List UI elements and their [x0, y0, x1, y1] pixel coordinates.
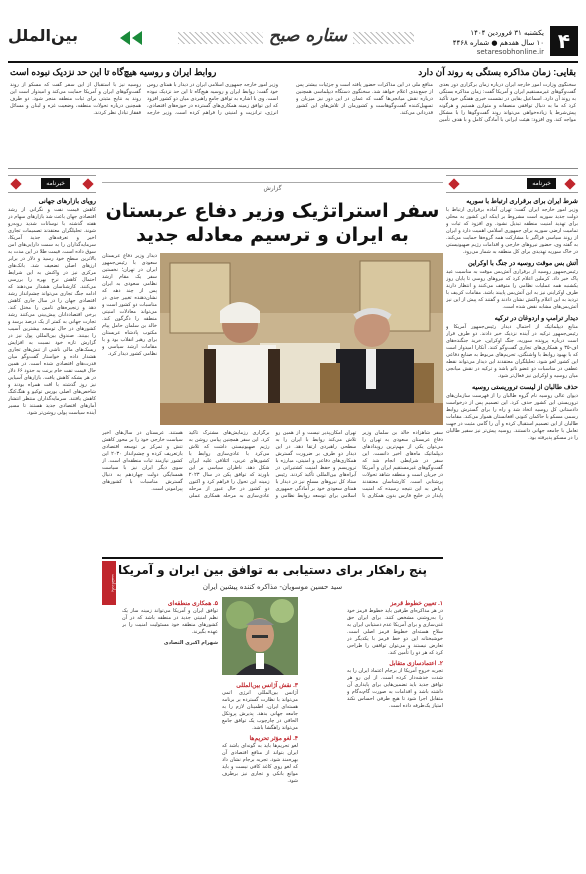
double-chevron-icon: [120, 31, 146, 45]
diamond-icon: [448, 178, 459, 189]
main-article: [102, 175, 443, 864]
newspaper-logo: ستاره صبح: [233, 26, 383, 48]
opinion-column-middle: [222, 679, 298, 864]
report-tag: گزارش: [102, 175, 443, 189]
opinion-text: توافق ایران و آمریکا می‌تواند زمینه ساز یک نظم امنیتی جدید در منطقه باشد که در آن کشورهای منطقه خود مسئولیت امنیت را بر عهده بگیرند.: [122, 608, 218, 635]
news-title: دیدار ترامپ و اردوغان در ترکیه: [494, 315, 578, 322]
issue-meta: [394, 28, 544, 48]
opinion-column-right: [347, 597, 443, 864]
main-article-text: سفر شاهزاده خالد بن سلمان وزیر دفاع عربستان سعودی به تهران را می‌توان یکی از مهم‌ترین رویدادهای دیپلماتیک ماه‌های اخیر دانست. این سفر در شرایطی انجام شد که گفت‌وگوهای غیرمستقیم ایران و آمریکا در جریان است و منطقه شاهد تحولات پرشتابی است. کارشناسان معتقدند ریاض به این نتیجه رسیده که امنیت پایدار در خلیج فارس بدون همکاری با تهران امکان‌پذیر نیست و از همین رو تلاش می‌کند روابط با ایران را به سطحی راهبردی ارتقا دهد. در این دیدار دو طرف بر ضرورت گسترش همکاری‌های دفاعی و امنیتی، مبارزه با تروریسم و حفظ امنیت کشتیرانی در آبراه‌های بین‌المللی تأکید کردند. رئیس ستاد کل نیروهای مسلح نیز در دیدار با همتای سعودی خود بر آمادگی جمهوری اسلامی برای توسعه روابط نظامی و برگزاری رزمایش‌های مشترک تأکید کرد. این سفر همچنین پیامی روشن به رژیم صهیونیستی داشت که تلاش می‌کرد با عادی‌سازی روابط با کشورهای عربی، ائتلافی علیه ایران شکل دهد. ناظران سیاسی بر این باورند که توافق پکن در سال ۲۰۲۳ زمینه این تحول را فراهم کرد و اکنون دو کشور در حال عبور از مرحله عادی‌سازی به مرحله همکاری عملی هستند. عربستان در سال‌های اخیر سیاست خارجی خود را بر محور کاهش تنش و تمرکز بر توسعه اقتصادی بازتعریف کرده و چشم‌انداز ۲۰۳۰ این کشور نیازمند ثبات منطقه‌ای است. از سوی دیگر ایران نیز با سیاست همسایگی دولت چهاردهم به دنبال گسترش مناسبات با کشورهای پیرامونی است.: [102, 430, 443, 499]
diamond-icon: [10, 178, 21, 189]
section-title: بین‌الملل: [8, 26, 78, 45]
news-title: آتش بس موقت روسیه در جنگ با اوکراین: [468, 260, 578, 267]
opinion-subhead: ۴. لغو مؤثر تحریم‌ها: [249, 736, 298, 742]
top-left-headline: روابط ایران و روسیه هیچ‌گاه تا این حد نزدیک نبوده است: [10, 67, 217, 77]
issue-date: یکشنبه ۳۱ فروردین ۱۴۰۴: [470, 29, 544, 37]
news-text: وزیر امور خارجه ایران گفت: تهران آماده برقراری ارتباط با دولت جدید سوریه است مشروط بر اینکه این کشور به محلی برای تهدید امنیت منطقه تبدیل نشود. وی افزود که ثبات و تمامیت ارضی سوریه برای جمهوری اسلامی اهمیت دارد و ایران از روند سیاسی فراگیر با مشارکت همه گروه‌ها حمایت می‌کند. به گفته وی، حضور نیروهای خارجی و اقدامات رژیم صهیونیستی در خاک سوریه تهدیدی برای کل منطقه به شمار می‌رود.: [446, 207, 578, 255]
opinion-text: در هر مذاکره‌ای طرفین باید خطوط قرمز خود را به‌روشنی مشخص کنند. برای ایران حق غنی‌سازی و برای آمریکا عدم دستیابی ایران به سلاح هسته‌ای خطوط قرمز اصلی است. خوشبختانه این دو خط قرمز با یکدیگر در تعارض نیستند و می‌توان توافقی را طراحی کرد که هر دو را تأمین کند.: [347, 608, 443, 656]
left-news-column: [8, 175, 96, 864]
header-rule: [8, 61, 578, 63]
strip-divider: [8, 168, 578, 169]
opinion-subhead: ۳. نقش آژانس بین‌المللی: [236, 683, 298, 689]
opinion-subhead: ۵. همکاری منطقه‌ای: [167, 601, 218, 607]
left-column-tag: خبرنامه: [8, 175, 96, 193]
right-news-column: [446, 175, 578, 864]
main-headline: سفر استراتژیک وزیر دفاع عربستان به ایران و ترسیم معادله جدید: [105, 200, 440, 246]
opinion-text: لغو تحریم‌ها باید به گونه‌ای باشد که ایران بتواند از منافع اقتصادی آن بهره‌مند شود. تجربه برجام نشان داد که لغو روی کاغذ کافی نیست و باید موانع بانکی و تجاری نیز برطرف شود.: [222, 743, 298, 784]
opinion-section: [102, 557, 443, 864]
article-photo: [160, 253, 443, 425]
opinion-byline: سید حسین موسویان- مذاکره کننده پیشین ایران: [202, 583, 343, 591]
top-right-headline: بقایی: زمان مذاکره بستگی به روند آن دارد: [418, 67, 576, 77]
photo-caption: دیدار وزیر دفاع عربستان سعودی با رئیس‌جمهور ایران در تهران؛ نخستین سفر یک مقام ارشد نظامی سعودی به ایران پس از چند دهه که نشان‌دهنده تغییر جدی در مناسبات دو کشور است و می‌تواند معادلات امنیتی منطقه را دگرگون کند. خالد بن سلمان حامل پیام مکتوب پادشاه عربستان برای رهبر انقلاب بود و با مقامات ارشد سیاسی و نظامی کشور دیدار کرد.: [102, 253, 157, 357]
page-number: ۴: [550, 26, 578, 56]
news-text: منابع دیپلماتیک از احتمال دیدار رئیس‌جمهور آمریکا و رئیس‌جمهور ترکیه در آینده نزدیک خبر دادند. دو طرف قرار است درباره پرونده سوریه، جنگ اوکراین، خرید جنگنده‌های اف-۳۵ و همکاری‌های تجاری گفت‌وگو کنند. آنکارا امیدوار است که با بهبود روابط با واشنگتن، تحریم‌های مربوط به صنایع دفاعی این کشور لغو شود. تحلیلگران معتقدند این دیدار می‌تواند نقطه عطفی در مناسبات دو عضو ناتو باشد و ترکیه در نقش میانجی میان روسیه و اوکراین نیز فعال‌تر شود.: [446, 324, 578, 379]
news-title: شرط ایران برای برقراری ارتباط با سوریه: [466, 198, 578, 205]
opinion-headline: پنج راهکار برای دستیابی به توافق بین ایران و آمریکا: [117, 563, 428, 577]
opinion-subhead: ۱. تعیین خطوط قرمز: [390, 601, 443, 607]
news-text: رئیس‌جمهور روسیه از برقراری آتش‌بس موقت به مناسبت عید پاک خبر داد. کرملین اعلام کرد که نیروهای روسی تا پایان روز یکشنبه همه عملیات نظامی را متوقف می‌کنند و انتظار دارند طرف اوکراینی نیز به این آتش‌بس پایبند باشد. مقامات کی‌یف با تردید به این اعلام واکنش نشان دادند و گفتند که پیش از این نیز آتش‌بس‌های مشابه نقض شده است.: [446, 269, 578, 310]
opinion-text: تجربه خروج آمریکا از برجام اعتماد ایران را به شدت خدشه‌دار کرده است. از این رو هر توافق جدید باید تضمین‌هایی برای پایداری آن داشته باشد و اقدامات به صورت گام‌به‌گام و متقابل اجرا شود تا هیچ طرفی احساس نکند امتیاز یک‌طرفه داده است.: [347, 668, 443, 709]
news-text: دیوان عالی روسیه نام گروه طالبان را از فهرست سازمان‌های تروریستی این کشور حذف کرد. این تصمیم پس از درخواست دادستانی کل روسیه اتخاذ شد و راه را برای گسترش روابط رسمی مسکو با حاکمان کنونی افغانستان هموار می‌کند. مقامات طالبان از این تصمیم استقبال کرده و آن را گامی مثبت در جهت تعامل با جامعه جهانی دانستند. روسیه پیش‌تر نیز سفیر طالبان را در مسکو پذیرفته بود.: [446, 393, 578, 441]
opinion-tag: یادداشت: [102, 561, 116, 605]
page-header: [8, 26, 578, 60]
author-photo: [222, 597, 298, 675]
top-right-text: سخنگوی وزارت امور خارجه ایران درباره زمان برگزاری دور بعدی گفت‌وگوهای غیرمستقیم ایران و آمریکا گفت: زمان مذاکره بستگی به روند آن دارد. اسماعیل بقایی در نشست خبری هفتگی خود تأکید کرد که ما به دنبال توافقی منصفانه و متوازن هستیم و هرگونه پیش‌شرط یا زیاده‌خواهی می‌تواند روند گفت‌وگوها را با مشکل مواجه کند. وی افزود: هیئت ایرانی با آمادگی کامل و با هدف تأمین منافع ملی در این مذاکرات حضور یافته است و جزئیات بیشتر پس از جمع‌بندی اعلام خواهد شد. سخنگوی دستگاه دیپلماسی همچنین درباره نقش میانجی‌ها گفت که عمان در این دور نیز میزبان و تسهیل‌کننده گفت‌وگوهاست و کشورمان از تلاش‌های این کشور قدردانی می‌کند.: [296, 82, 576, 123]
issue-number: ۱۰ سال هفدهم ● شماره ۴۴۶۸: [452, 39, 544, 47]
opinion-subhead: ۲. اعتمادسازی متقابل: [389, 661, 443, 667]
news-text: کاهش قیمت نفت و نگرانی از رشد اقتصادی جهان باعث شد بازارهای سهام در هفته گذشته با نوسانات شدید روبه‌رو شوند. تحلیلگران معتقدند تصمیمات تجاری اخیر و تعرفه‌های جدید آمریکا، سرمایه‌گذاران را به سمت دارایی‌های امن سوق داده است. قیمت طلا در این مدت به بالاترین سطح خود رسید و دلار در برابر ارزهای اصلی تضعیف شد. بانک‌های مرکزی نیز در واکنش به این شرایط احتمال کاهش نرخ بهره را بررسی می‌کنند. کارشناسان هشدار می‌دهند که ادامه جنگ تجاری می‌تواند چشم‌انداز رشد اقتصادی جهان را در سال جاری کاهش دهد و زنجیره‌های تامین را مختل کند. برخی اقتصاددانان پیش‌بینی می‌کنند رشد تجارت جهانی به کمتر از یک درصد برسد و کشورهای در حال توسعه بیشترین آسیب را ببینند. صندوق بین‌المللی پول نیز در گزارش تازه خود نسبت به افزایش ریسک‌های مالی ناشی از تنش‌های تجاری هشدار داده و خواستار گفت‌وگو میان قدرت‌های اقتصادی شده است. در همین حال قیمت نفت خام برنت به حدود ۶۶ دلار در هر بشکه کاهش یافت. بازارهای آسیایی نیز روز گذشته با افت همراه بودند و شاخص‌های اصلی بورس توکیو و هنگ‌کنگ کاهش یافتند. سرمایه‌گذاران منتظر انتشار آمارهای اقتصادی جدید هستند تا مسیر آینده سیاست پولی روشن‌تر شود.: [8, 207, 96, 416]
site-url[interactable]: setaresobhonline.ir: [476, 48, 544, 56]
right-column-tag: خبرنامه: [446, 175, 578, 193]
opinion-column-left: [122, 597, 218, 864]
opinion-text: آژانس بین‌المللی انرژی اتمی می‌تواند با نظارت گسترده بر برنامه هسته‌ای ایران، اطمینان لازم را به جامعه جهانی بدهد. پذیرش پروتکل الحاقی در چارچوب یک توافق جامع می‌تواند راهگشا باشد.: [222, 690, 298, 731]
diamond-icon: [82, 178, 93, 189]
news-title: حذف طالبان از لیست تروریستی روسیه: [472, 384, 578, 391]
news-title: رویای بازارهای جهانی: [38, 198, 96, 205]
diamond-icon: [564, 178, 575, 189]
opinion-signature: شهرام اکبری التصادی: [163, 640, 218, 646]
top-left-text: وزیر امور خارجه جمهوری اسلامی ایران در دیدار با همتای روس خود گفت: روابط ایران و روسیه هیچ‌گاه تا این حد نزدیک نبوده است. وی با اشاره به توافق جامع راهبردی میان دو کشور افزود که این توافق زمینه همکاری‌های گسترده در حوزه‌های اقتصادی، انرژی، ترانزیت و امنیتی را فراهم کرده است. وزیر خارجه روسیه نیز با استقبال از این سفر گفت که مسکو از روند گفت‌وگوهای ایران و آمریکا حمایت می‌کند و امیدوار است این روند به نتایج مثبتی برای ثبات منطقه منجر شود. دو طرف همچنین درباره تحولات منطقه، وضعیت غزه و لبنان و مسائل قفقاز تبادل نظر کردند.: [10, 82, 278, 116]
